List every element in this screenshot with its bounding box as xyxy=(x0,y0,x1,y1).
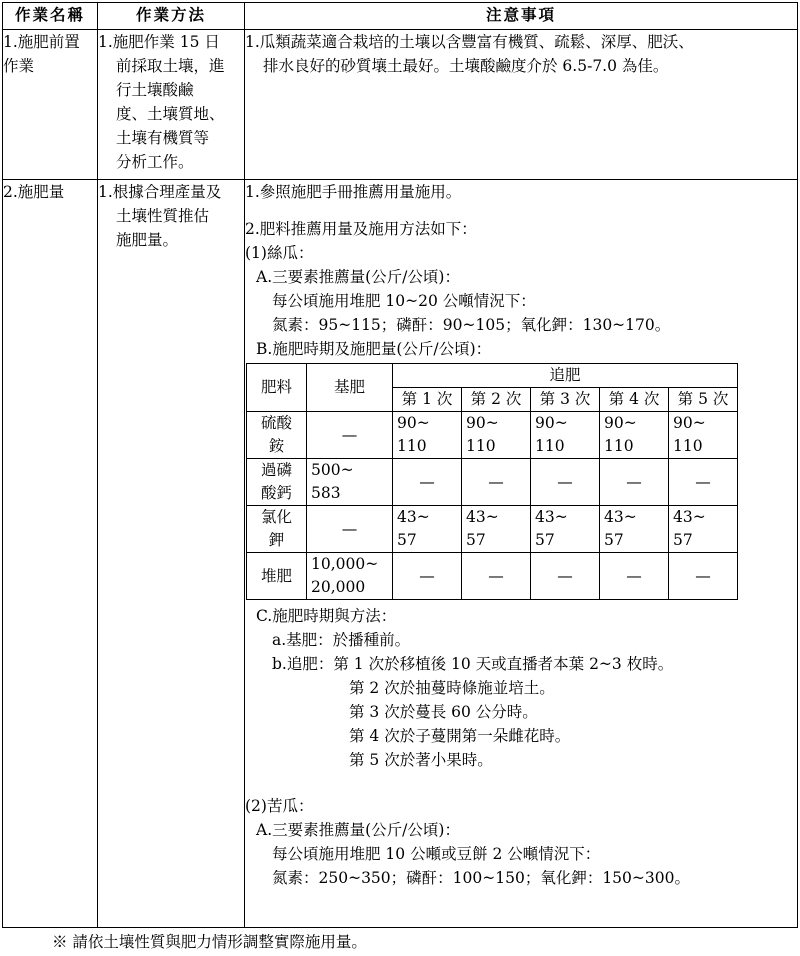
row1-method-line: 分析工作。 xyxy=(116,153,194,171)
sub-cell-top: 43~ 57 xyxy=(669,506,738,553)
header-notes: 注意事項 xyxy=(245,3,798,30)
bitter-a-line1: 每公頃施用堆肥 10 公噸或豆餅 2 公噸情況下： xyxy=(272,845,601,863)
row1-note-line: 1.瓜類蔬菜適合栽培的土壤以含豐富有機質、疏鬆、深厚、肥沃、 xyxy=(245,33,694,51)
sub-cell-top: — xyxy=(462,553,531,600)
bitter-title: (2)苦瓜： xyxy=(245,797,314,815)
sub-table-row xyxy=(247,459,738,506)
sub-cell-top: 90~ 110 xyxy=(531,412,600,459)
row1-name-cell xyxy=(3,30,98,180)
sub-cell-base: 10,000~ 20,000 xyxy=(307,553,393,600)
operation-table xyxy=(2,2,798,928)
row1-name-line: 1.施肥前置 xyxy=(3,33,80,51)
loofah-c-b-rest: 第 2 次於抽蔓時條施並培土。 xyxy=(349,679,555,697)
sub-cell-base: 500~ 583 xyxy=(307,459,393,506)
sub-header-fertilizer: 肥料 xyxy=(247,364,307,412)
sub-header-top-3: 第 3 次 xyxy=(531,388,600,412)
loofah-c-b-rest: 第 4 次於子蔓開第一朵雌花時。 xyxy=(349,727,571,745)
loofah-a-line1: 每公頃施用堆肥 10~20 公噸情況下： xyxy=(272,292,536,310)
sub-cell-top: — xyxy=(462,459,531,506)
sub-cell-top: 90~ 110 xyxy=(669,412,738,459)
loofah-a-line2: 氮素：95~115；磷酐：90~105；氧化鉀：130~170。 xyxy=(272,316,671,334)
sub-cell-fertilizer: 堆肥 xyxy=(247,553,307,600)
sub-header-top-2: 第 2 次 xyxy=(462,388,531,412)
row1-method-line: 1.施肥作業 15 日 xyxy=(98,33,220,51)
row1-method-line: 行土壤酸鹼 xyxy=(116,81,194,99)
row-pre-fertilization xyxy=(3,30,798,180)
note-line-1: 1.參照施肥手冊推薦用量施用。 xyxy=(245,183,462,201)
sub-header-top-1: 第 1 次 xyxy=(393,388,462,412)
sub-cell-top: — xyxy=(393,459,462,506)
loofah-title: (1)絲瓜： xyxy=(245,244,314,262)
row-fertilizer-amount xyxy=(3,180,798,928)
sub-cell-top: 43~ 57 xyxy=(462,506,531,553)
loofah-c-b-rest: 第 5 次於著小果時。 xyxy=(349,751,493,769)
sub-table-row xyxy=(247,553,738,600)
loofah-c-b: b.追肥：第 1 次於移植後 10 天或直播者本葉 2~3 枚時。 xyxy=(272,655,674,673)
loofah-b-title: B.施肥時期及施肥量(公斤/公頃)： xyxy=(256,340,492,358)
sub-header-base: 基肥 xyxy=(307,364,393,412)
row1-note-line: 排水良好的砂質壤土最好。土壤酸鹼度介於 6.5-7.0 為佳。 xyxy=(263,57,669,75)
row2-method-line: 施肥量。 xyxy=(116,231,179,249)
sub-cell-top: — xyxy=(669,459,738,506)
sub-cell-base: — xyxy=(307,506,393,553)
row1-notes-cell xyxy=(245,30,798,180)
sub-cell-top: 43~ 57 xyxy=(393,506,462,553)
row1-method-line: 前採取土壤，進 xyxy=(116,57,225,75)
header-operation-method: 作業方法 xyxy=(98,3,245,30)
header-row xyxy=(3,3,798,30)
sub-cell-top: — xyxy=(669,553,738,600)
row2-name: 2.施肥量 xyxy=(3,183,65,201)
fertilization-document xyxy=(2,2,797,928)
sub-header-top-5: 第 5 次 xyxy=(669,388,738,412)
sub-cell-top: 43~ 57 xyxy=(600,506,669,553)
row2-notes-cell xyxy=(245,180,798,928)
loofah-a-title: A.三要素推薦量(公斤/公頃)： xyxy=(256,268,460,286)
sub-cell-top: 90~ 110 xyxy=(462,412,531,459)
row1-method-line: 度、土壤質地、 xyxy=(116,105,225,123)
row1-method-cell xyxy=(98,30,245,180)
sub-cell-fertilizer: 硫酸 銨 xyxy=(247,412,307,459)
loofah-c-a: a.基肥：於播種前。 xyxy=(272,631,411,649)
sub-cell-top: — xyxy=(531,553,600,600)
loofah-c-title: C.施肥時期與方法： xyxy=(256,607,397,625)
header-operation-name: 作業名稱 xyxy=(3,3,98,30)
row2-name-cell xyxy=(3,180,98,928)
sub-cell-top: — xyxy=(531,459,600,506)
row1-name-line: 作業 xyxy=(3,57,35,75)
sub-cell-base: — xyxy=(307,412,393,459)
bitter-a-title: A.三要素推薦量(公斤/公頃)： xyxy=(256,821,460,839)
bitter-a-line2: 氮素：250~350；磷酐：100~150；氧化鉀：150~300。 xyxy=(272,869,690,887)
sub-header-top-4: 第 4 次 xyxy=(600,388,669,412)
row1-method-line: 土壤有機質等 xyxy=(116,129,210,147)
loofah-c-b-rest: 第 3 次於蔓長 60 公分時。 xyxy=(349,703,538,721)
row2-method-line: 土壤性質推估 xyxy=(116,207,210,225)
footnote: ※ 請依土壤性質與肥力情形調整實際施用量。 xyxy=(52,933,367,951)
note-line-2: 2.肥料推薦用量及施用方法如下： xyxy=(245,220,477,238)
sub-cell-fertilizer: 過磷 酸鈣 xyxy=(247,459,307,506)
sub-cell-top: 90~ 110 xyxy=(600,412,669,459)
sub-cell-top: 90~ 110 xyxy=(393,412,462,459)
sub-table-row xyxy=(247,412,738,459)
sub-cell-top: — xyxy=(600,553,669,600)
sub-cell-top: 43~ 57 xyxy=(531,506,600,553)
row2-method-line: 1.根據合理產量及 xyxy=(98,183,222,201)
loofah-schedule-table xyxy=(246,363,738,600)
sub-cell-top: — xyxy=(393,553,462,600)
sub-cell-fertilizer: 氯化 鉀 xyxy=(247,506,307,553)
row2-method-cell xyxy=(98,180,245,928)
sub-table-row xyxy=(247,506,738,553)
sub-cell-top: — xyxy=(600,459,669,506)
sub-header-top: 追肥 xyxy=(393,364,738,388)
